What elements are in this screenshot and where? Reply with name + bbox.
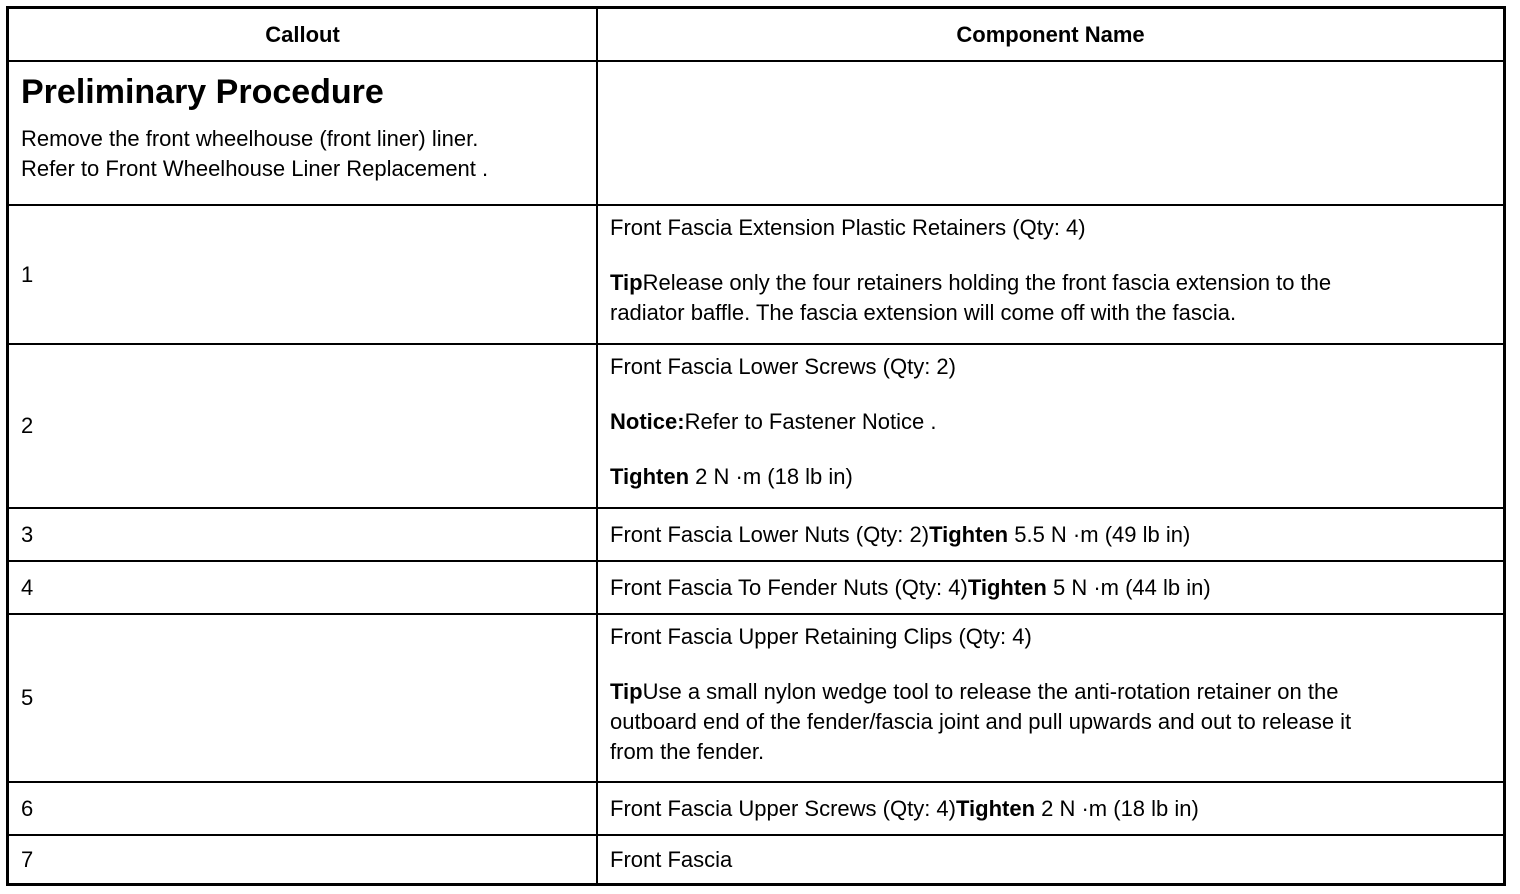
component-cell (598, 206, 1503, 343)
tip-text: radiator baffle. The fascia extension will come off with the fascia. (610, 300, 1237, 325)
component-cell (598, 836, 1503, 883)
tip-label: Tip (610, 270, 643, 295)
table-row-4 (9, 562, 1503, 615)
notice-label: Notice: (610, 409, 685, 434)
table-row-2 (9, 345, 1503, 509)
tip-label: Tip (610, 679, 643, 704)
table-row-1 (9, 206, 1503, 345)
tip-text: from the fender. (610, 739, 765, 764)
callout-number: 7 (21, 846, 34, 872)
empty-cell (598, 62, 1503, 204)
torque-value: 5 N ·m (44 lb in) (1046, 574, 1211, 600)
callout-number: 4 (21, 574, 34, 600)
tip-text: Use a small nylon wedge tool to release the anti-rotation retainer on the (642, 679, 1339, 704)
component-cell (598, 615, 1503, 781)
component-name: Front Fascia Extension Plastic Retainers (Qty: 4) (610, 215, 1086, 240)
callout-cell (9, 509, 598, 560)
component-name: Front Fascia Lower Nuts (Qty: 2) (610, 521, 930, 547)
component-cell (598, 562, 1503, 613)
tighten-label: Tighten (955, 795, 1036, 821)
callout-number: 6 (21, 795, 34, 821)
preliminary-link-line[interactable]: Refer to Front Wheelhouse Liner Replacement . (21, 156, 489, 181)
component-cell (598, 509, 1503, 560)
notice-link[interactable]: Refer to Fastener Notice . (684, 409, 937, 434)
torque-value: 2 N ·m (18 lb in) (689, 464, 853, 489)
callout-number: 1 (21, 261, 34, 287)
procedure-table (6, 6, 1506, 886)
preliminary-text-line: Remove the front wheelhouse (front liner) liner. (21, 126, 479, 151)
preliminary-title: Preliminary Procedure (21, 73, 384, 111)
callout-cell (9, 206, 598, 343)
tighten-label: Tighten (967, 574, 1047, 600)
component-name: Front Fascia To Fender Nuts (Qty: 4) (610, 574, 968, 600)
callout-cell (9, 345, 598, 507)
torque-value: 2 N ·m (18 lb in) (1035, 795, 1199, 821)
component-cell (598, 345, 1503, 507)
tip-text: Release only the four retainers holding the front fascia extension to the (642, 270, 1332, 295)
callout-number: 2 (21, 413, 34, 438)
preliminary-row (9, 62, 1503, 206)
callout-number: 3 (21, 521, 34, 547)
table-row-3 (9, 509, 1503, 562)
column-header-component-name: Component Name (956, 21, 1145, 47)
table-header-row (9, 9, 1503, 62)
callout-cell (9, 615, 598, 781)
component-name: Front Fascia Upper Retaining Clips (Qty: 4) (610, 624, 1032, 649)
tighten-label: Tighten (929, 521, 1009, 547)
table-row-6 (9, 783, 1503, 836)
component-cell (598, 783, 1503, 834)
component-name: Front Fascia Lower Screws (Qty: 2) (610, 354, 956, 379)
callout-number: 5 (21, 685, 34, 710)
preliminary-cell (9, 62, 598, 204)
table-row-7 (9, 836, 1503, 883)
callout-cell (9, 836, 598, 883)
table-row-5 (9, 615, 1503, 783)
torque-value: 5.5 N ·m (49 lb in) (1008, 521, 1191, 547)
callout-cell (9, 783, 598, 834)
tip-text: outboard end of the fender/fascia joint and pull upwards and out to release it (610, 709, 1352, 734)
column-header-callout: Callout (9, 9, 598, 60)
callout-cell (9, 562, 598, 613)
component-name: Front Fascia (610, 846, 733, 872)
tighten-label: Tighten (610, 464, 690, 489)
component-name: Front Fascia Upper Screws (Qty: 4) (610, 795, 956, 821)
